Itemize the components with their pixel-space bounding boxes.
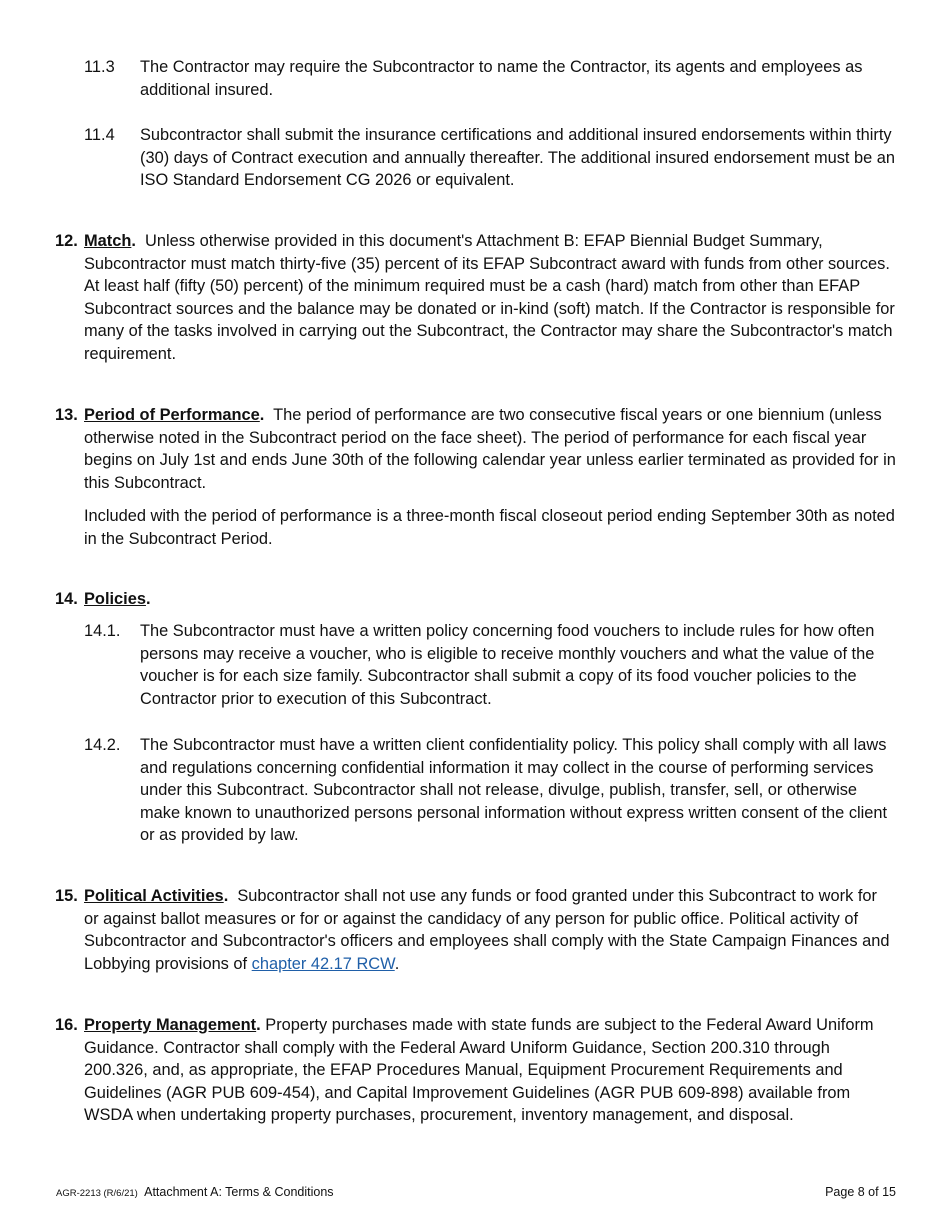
section-14-1 — [84, 620, 896, 710]
page-number: Page 8 of 15 — [825, 1185, 896, 1199]
section-number: 13. — [55, 406, 78, 424]
section-16-property: 16. Property Management. Property purchases made with state funds are subject to the Federal Award Uniform Guidance. Contractor shall comply with the Federal Award Uniform Guidance, Section 200.310 through 200.326, and, as appropriate, the EFAP Procedures Manual, Equipment Procurement Requirements and Guidelines (AGR PUB 609-454), and Capital Improvement Guidelines (AGR PUB 609-898) available from WSDA when undertaking property purchases, procurement, inventory management, and disposal. — [55, 1016, 874, 1125]
section-number: 14. — [55, 590, 78, 608]
section-12-match: 12. Match. Unless otherwise provided in this document's Attachment B: EFAP Biennial Budget Summary, Subcontractor must match thirty-five (35) percent of its EFAP Subcontract award with funds from other sources. At least half (fifty (50) percent) of the minimum required must be a cash (hard) match from other than EFAP Subcontract sources and the balance may be donated or in-kind (soft) match. If the Contractor is responsible for many of the tasks involved in carrying out the Subcontract, the Contractor may share the Subcontractor's match requirement. — [55, 232, 895, 363]
section-number: 11.3 — [84, 58, 115, 76]
rcw-chapter-link[interactable]: chapter 42.17 RCW — [251, 954, 395, 973]
section-11-3 — [84, 56, 896, 101]
section-text: Subcontractor shall submit the insurance certifications and additional insured endorsements within thirty (30) days of Contract execution and annually thereafter. The additional insured endorsement must be an ISO Standard Endorsement CG 2026 or equivalent. — [140, 126, 896, 190]
section-14-policies: 14. Policies. — [55, 588, 896, 611]
section-number: 15. — [55, 887, 78, 905]
page-footer — [56, 1185, 896, 1199]
section-11-4 — [84, 124, 896, 192]
section-heading: Match — [84, 232, 132, 250]
section-number: 16. — [55, 1016, 78, 1034]
form-code: AGR-2213 (R/6/21) — [56, 1188, 138, 1199]
section-number: 14.2. — [84, 736, 121, 754]
section-heading: Policies — [84, 590, 146, 608]
section-text: Subcontractor shall not use any funds or food granted under this Subcontract to work for or against ballot measures or for or against the candidacy of any person for public office. Political activity of Subcontractor and Subcontractor's officers and employees shall comply with the State Campaign Finances and Lobbying provisions of — [84, 887, 890, 973]
section-number: 14.1. — [84, 622, 121, 640]
section-heading: Period of Performance — [84, 406, 260, 424]
section-text: The Subcontractor must have a written policy concerning food vouchers to include rules for how often persons may receive a voucher, who is eligible to receive monthly vouchers and what the value of the voucher is for each size family. Subcontractor shall submit a copy of its food voucher policies to the Contractor prior to execution of this Subcontract. — [140, 622, 875, 708]
section-heading: Political Activities — [84, 887, 224, 905]
section-13-paragraph-2: Included with the period of performance is a three-month fiscal closeout period ending September 30th as noted in the Subcontract Period. — [84, 507, 895, 548]
section-text: Property purchases made with state funds are subject to the Federal Award Uniform Guidance. Contractor shall comply with the Federal Award Uniform Guidance, Section 200.310 through 200.326, and, as appropriate, the EFAP Procedures Manual, Equipment Procurement Requirements and Guidelines (AGR PUB 609-454), and Capital Improvement Guidelines (AGR PUB 609-898) available from WSDA when undertaking property purchases, procurement, inventory management, and disposal. — [84, 1016, 874, 1125]
section-text: The period of performance are two consecutive fiscal years or one biennium (unless otherwise noted in the Subcontract period on the face sheet). The period of performance for each fiscal year begins on July 1st and ends June 30th of the following calendar year unless earlier terminated as provided for in this Subcontract. — [84, 406, 896, 492]
footer-title: Attachment A: Terms & Conditions — [144, 1185, 334, 1199]
section-text: Unless otherwise provided in this document's Attachment B: EFAP Biennial Budget Summary, Subcontractor must match thirty-five (35) percent of its EFAP Subcontract award with funds from other sources. At least half (fifty (50) percent) of the minimum required must be a cash (hard) match from other than EFAP Subcontract sources and the balance may be donated or in-kind (soft) match. If the Contractor is responsible for many of the tasks involved in carrying out the Subcontract, the Contractor may share the Subcontractor's match requirement. — [84, 232, 895, 363]
section-number: 12. — [55, 232, 78, 250]
section-text: The Contractor may require the Subcontractor to name the Contractor, its agents and employees as additional insured. — [140, 58, 863, 99]
section-13-period: 13. Period of Performance. The period of performance are two consecutive fiscal years or one biennium (unless otherwise noted in the Subcontract period on the face sheet). The period of performance for each fiscal year begins on July 1st and ends June 30th of the following calendar year unless earlier terminated as provided for in this Subcontract. — [55, 406, 896, 492]
section-14-2 — [84, 734, 896, 847]
section-15-political: 15. Political Activities. Subcontractor shall not use any funds or food granted under this Subcontract to work for or against ballot measures or for or against the candidacy of any person for public office. Political activity of Subcontractor and Subcontractor's officers and employees shall comply with the State Campaign Finances and Lobbying provisions of chapter 42.17 RCW. — [55, 887, 890, 973]
section-heading: Property Management — [84, 1016, 257, 1034]
section-number: 11.4 — [84, 126, 115, 144]
section-text: The Subcontractor must have a written client confidentiality policy. This policy shall comply with all laws and regulations concerning confidential information it may collect in the course of performing services under this Subcontract. Subcontractor shall not release, divulge, publish, transfer, sell, or otherwise make known to unauthorized persons personal information without express written consent of the client or as provided by law. — [140, 736, 888, 845]
